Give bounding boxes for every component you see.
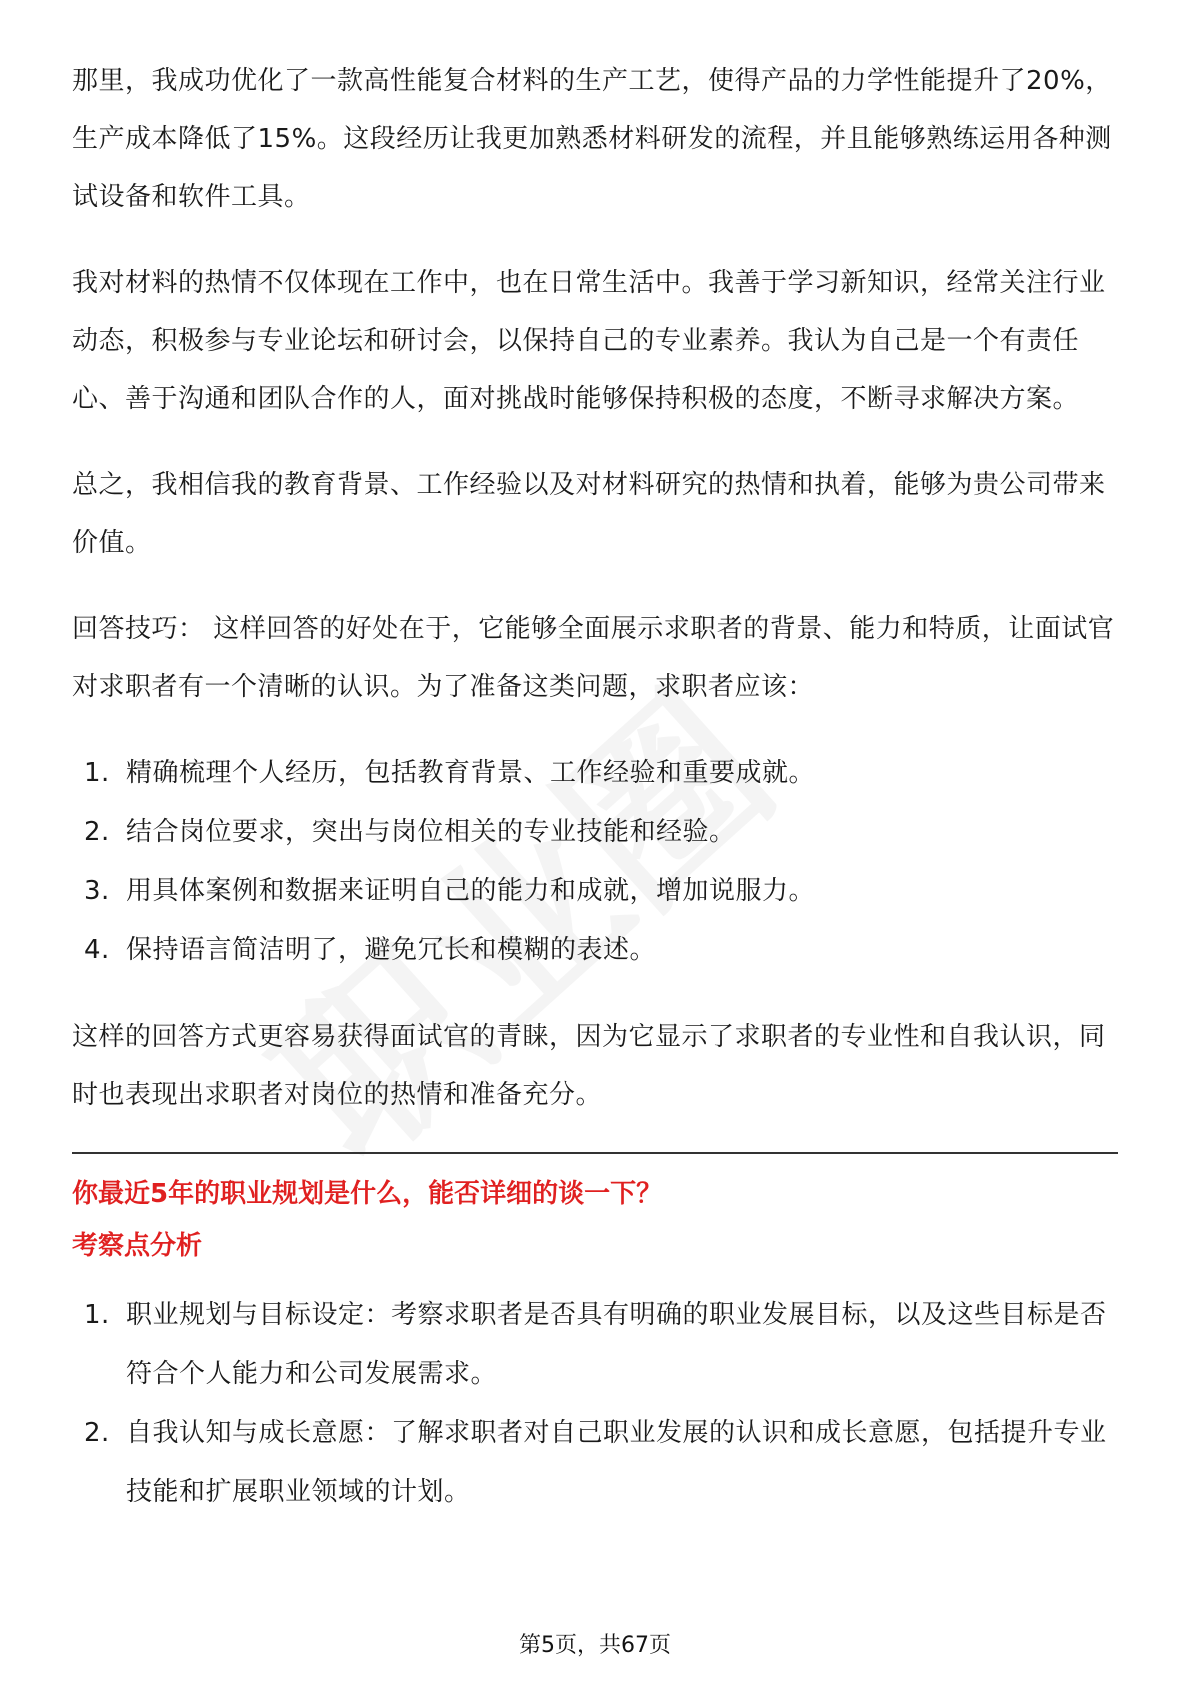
list-item: 2. 自我认知与成长意愿：了解求职者对自己职业发展的认识和成长意愿，包括提升专业技能和扩展职业领域的计划。 xyxy=(84,1418,1107,1507)
section-divider xyxy=(72,1152,1118,1154)
paragraph-answer-tips: 回答技巧： 这样回答的好处在于，它能够全面展示求职者的背景、能力和特质，让面试官对求职者有一个清晰的认识。为了准备这类问题，求职者应该： xyxy=(72,614,1115,702)
paragraph-summary: 总之，我相信我的教育背景、工作经验以及对材料研究的热情和执着，能够为贵公司带来价值。 xyxy=(72,470,1106,558)
list-item: 1. 精确梳理个人经历，包括教育背景、工作经验和重要成就。 xyxy=(84,758,816,788)
tips-list xyxy=(72,744,1118,980)
list-item: 3. 用具体案例和数据来证明自己的能力和成就，增加说服力。 xyxy=(84,876,816,906)
paragraph-passion: 我对材料的热情不仅体现在工作中，也在日常生活中。我善于学习新知识，经常关注行业动态，积极参与专业论坛和研讨会，以保持自己的专业素养。我认为自己是一个有责任心、善于沟通和团队合作的人，面对挑战时能够保持积极的态度，不断寻求解决方案。 xyxy=(72,268,1106,414)
list-item: 2. 结合岗位要求，突出与岗位相关的专业技能和经验。 xyxy=(84,817,736,847)
list-item: 4. 保持语言简洁明了，避免冗长和模糊的表述。 xyxy=(84,935,657,965)
paragraph-experience: 那里，我成功优化了一款高性能复合材料的生产工艺，使得产品的力学性能提升了20%，生产成本降低了15%。这段经历让我更加熟悉材料研发的流程，并且能够熟练运用各种测试设备和软件工具。 xyxy=(72,66,1112,212)
question-heading: 你最近5年的职业规划是什么，能否详细的谈一下？ xyxy=(72,1179,663,1209)
list-item: 1. 职业规划与目标设定：考察求职者是否具有明确的职业发展目标，以及这些目标是否符合个人能力和公司发展需求。 xyxy=(84,1300,1107,1389)
paragraph-conclusion: 这样的回答方式更容易获得面试官的青睐，因为它显示了求职者的专业性和自我认识，同时也表现出求职者对岗位的热情和准备充分。 xyxy=(72,1022,1106,1110)
analysis-list xyxy=(72,1286,1118,1522)
analysis-heading: 考察点分析 xyxy=(72,1231,203,1261)
page-number-footer: 第5页，共67页 xyxy=(519,1633,671,1658)
document-page xyxy=(72,52,1118,1550)
